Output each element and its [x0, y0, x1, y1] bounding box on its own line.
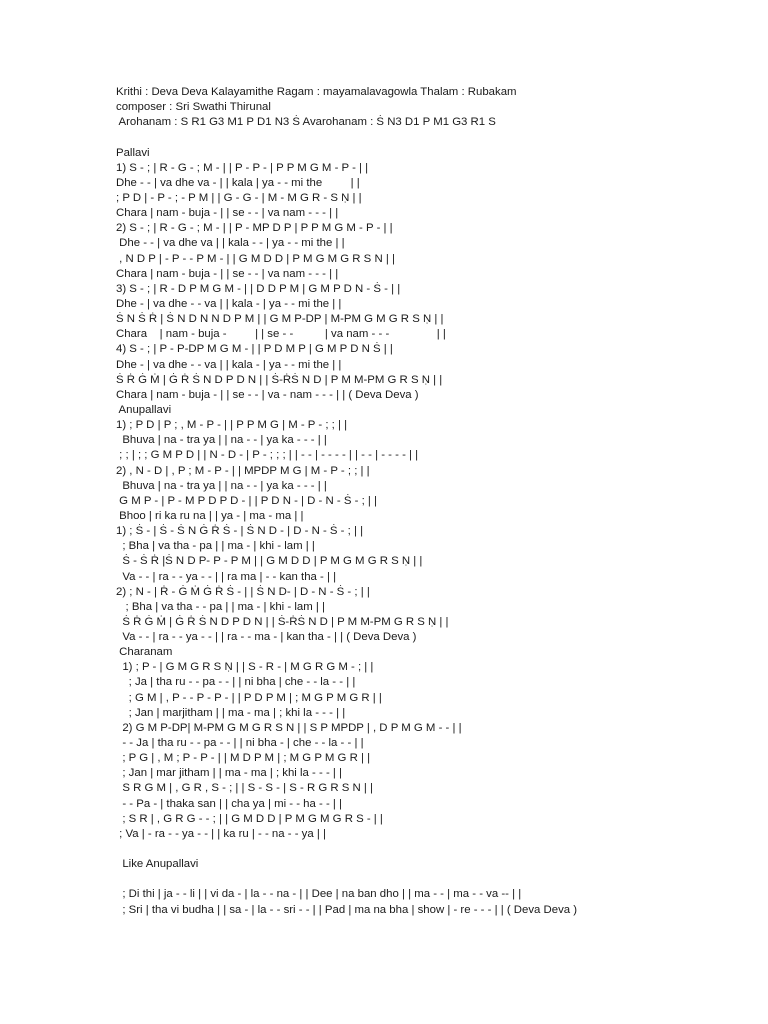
- lyric-line: Dhe - | va dhe - - va | | kala - | ya - - mi the | |: [116, 358, 342, 371]
- lyric-line: ; Sri | tha vi budha | | sa - | la - - sri - - | | Pad | ma na bha | show | - re - - - | | ( Deva Deva ): [116, 903, 578, 916]
- like-anupallavi-heading: Like Anupallavi: [116, 858, 199, 871]
- lyric-line: ; Jan | mar jitham | | ma - ma | ; khi la - - - | |: [116, 767, 342, 780]
- notation-line: ; P G | , M ; P - P - | | M D P M | ; M G P M G R | |: [116, 752, 371, 765]
- lyric-line: - - Pa - | thaka san | | cha ya | mi - - ha - - | |: [116, 797, 343, 810]
- notation-line: ; ; | ; ; G M P D | | N - D - | P - ; ; ; | | - - | - - - - | | - - | - - - - | |: [116, 449, 419, 462]
- notation-line: G M P - | P - M P D P D - | | P D N - | D - N - Ṡ - ; | |: [116, 494, 377, 507]
- lyric-line: ; Jan | marjitham | | ma - ma | ; khi la - - - | |: [116, 706, 346, 719]
- lyric-line: Dhe - - | va dhe va - | | kala | ya - - mi the | |: [116, 176, 360, 189]
- notation-line: ; S R | , G R G - - ; | | G M D D | P M G M G R S - | |: [116, 812, 383, 825]
- notation-line: 2) S - ; | R - G - ; M - | | P - MP D P | P P M G M - P - | |: [116, 222, 393, 235]
- notation-line: 3) S - ; | R - D P M G M - | | D D P M | G M P D N - Ṡ - | |: [116, 282, 401, 295]
- anupallavi-section: [116, 403, 756, 645]
- lyric-line: Dhe - | va dhe - - va | | kala - | ya - - mi the | |: [116, 297, 342, 310]
- composer-line: composer : Sri Swathi Thirunal: [116, 101, 271, 114]
- charanam-heading: Charanam: [116, 646, 173, 659]
- notation-line: 1) ; P D | P ; , M - P - | | P P M G | M - P - ; ; | |: [116, 419, 348, 432]
- lyric-line: ; Ja | tha ru - - pa - - | | ni bha | che - - la - - | |: [116, 676, 356, 689]
- anupallavi-heading: Anupallavi: [116, 403, 172, 416]
- like-anupallavi-section: [116, 857, 756, 918]
- notation-line: Ṡ N Ṡ Ṙ | Ṡ N D N N D P M | | G M P-DP | M-PM G M G R S Ṇ | |: [116, 313, 444, 326]
- notation-line: ; G M | , P - - P - P - | | P D P M | ; M G P M G R | |: [116, 691, 382, 704]
- spacer: [116, 872, 756, 887]
- notation-line: 1) ; P - | G M G R S Ṇ | | S - R - | M G R G M - ; | |: [116, 661, 374, 674]
- title-line: Krithi : Deva Deva Kalayamithe Ragam : mayamalavagowla Thalam : Rubakam: [116, 86, 517, 98]
- notation-line: 1) ; Ṡ - | Ṡ - Ṡ N Ġ Ṙ Ṡ - | Ṡ N D - | D - N - Ṡ - ; | |: [116, 525, 364, 538]
- charanam-section: [116, 645, 756, 842]
- lyric-line: Bhoo | ri ka ru na | | ya - | ma - ma | |: [116, 509, 304, 522]
- notation-line: 2) , N - D | , P ; M - P - | | MPDP M G | M - P - ; ; | |: [116, 464, 370, 477]
- notation-line: 2) G M P-DP| M-PM G M G R S N | | S P MPDP | , D P M G M - - | |: [116, 721, 462, 734]
- pallavi-heading: Pallavi: [116, 146, 150, 159]
- lyric-line: Chara | nam - buja - | | se - - | va nam - - - | |: [116, 328, 446, 341]
- lyric-line: ; Bha | va tha - pa | | ma - | khi - lam | |: [116, 540, 315, 553]
- notation-line: Ṡ Ṙ Ġ Ṁ | Ġ Ṙ Ṡ N D P D N | | Ṡ-ṘṠ N D | P M M-PM G R S Ṇ | |: [116, 615, 449, 628]
- lyric-line: Dhe - - | va dhe va | | kala - - | ya - - mi the | |: [116, 237, 345, 250]
- pallavi-section: [116, 146, 756, 403]
- notation-line: , N D P | - P - - P M - | | G M D D | P M G M G R S N | |: [116, 252, 395, 265]
- scale-line: Arohanam : S R1 G3 M1 P D1 N3 Ṡ Avarohanam : Ṡ N3 D1 P M1 G3 R1 S: [116, 116, 496, 129]
- notation-line: ; P D | - P - ; - P M | | G - G - | M - M G R - S Ṇ | |: [116, 191, 362, 204]
- notation-line: 1) S - ; | R - G - ; M - | | P - P - | P P M G M - P - | |: [116, 161, 369, 174]
- lyric-line: ; Bha | va tha - - pa | | ma - | khi - lam | |: [116, 600, 325, 613]
- lyric-line: Bhuva | na - tra ya | | na - - | ya ka - - - | |: [116, 434, 327, 447]
- notation-line: Ṡ - Ṡ Ṙ |Ṡ N D P- P - P M | | G M D D | P M G M G R S Ṇ | |: [116, 555, 423, 568]
- lyric-line: Bhuva | na - tra ya | | na - - | ya ka - - - | |: [116, 479, 327, 492]
- notation-line: Ṡ Ṙ Ġ Ṁ | Ġ Ṙ Ṡ N D P D N | | Ṡ-ṘṠ N D | P M M-PM G R S Ṇ | |: [116, 373, 443, 386]
- lyric-line: Chara | nam - buja - | | se - - | va nam - - - | |: [116, 267, 339, 280]
- lyric-line: - - Ja | tha ru - - pa - - | | ni bha - | che - - la - - | |: [116, 737, 364, 750]
- lyric-line: Va - - | ra - - ya - - | | ra - - ma - | kan tha - | | ( Deva Deva ): [116, 631, 417, 644]
- spacer: [116, 842, 756, 857]
- notation-line: S R G M | , G R , S - ; | | S - S - | S - R G R S N | |: [116, 782, 373, 795]
- lyric-line: ; Va | - ra - - ya - - | | ka ru | - - na - - ya | |: [116, 827, 326, 840]
- krithi-document: [116, 85, 756, 918]
- lyric-line: Va - - | ra - - ya - - | | ra ma | - - kan tha - | |: [116, 570, 337, 583]
- lyric-line: ; Di thi | ja - - li | | vi da - | la - - na - | | Dee | na ban dho | | ma - - | ma - - va -- | |: [116, 888, 522, 901]
- notation-line: 2) ; N - | Ṙ - Ġ Ṁ Ġ Ṙ Ṡ - | | Ṡ N D- | D - N - Ṡ - ; | |: [116, 585, 370, 598]
- lyric-line: Chara | nam - buja - | | se - - | va nam - - - | |: [116, 207, 339, 220]
- lyric-line: Chara | nam - buja - | | se - - | va - nam - - - | | ( Deva Deva ): [116, 388, 419, 401]
- notation-line: 4) S - ; | P - P-DP M G M - | | P D M P | G M P D N Ṡ | |: [116, 343, 393, 356]
- spacer: [116, 130, 756, 145]
